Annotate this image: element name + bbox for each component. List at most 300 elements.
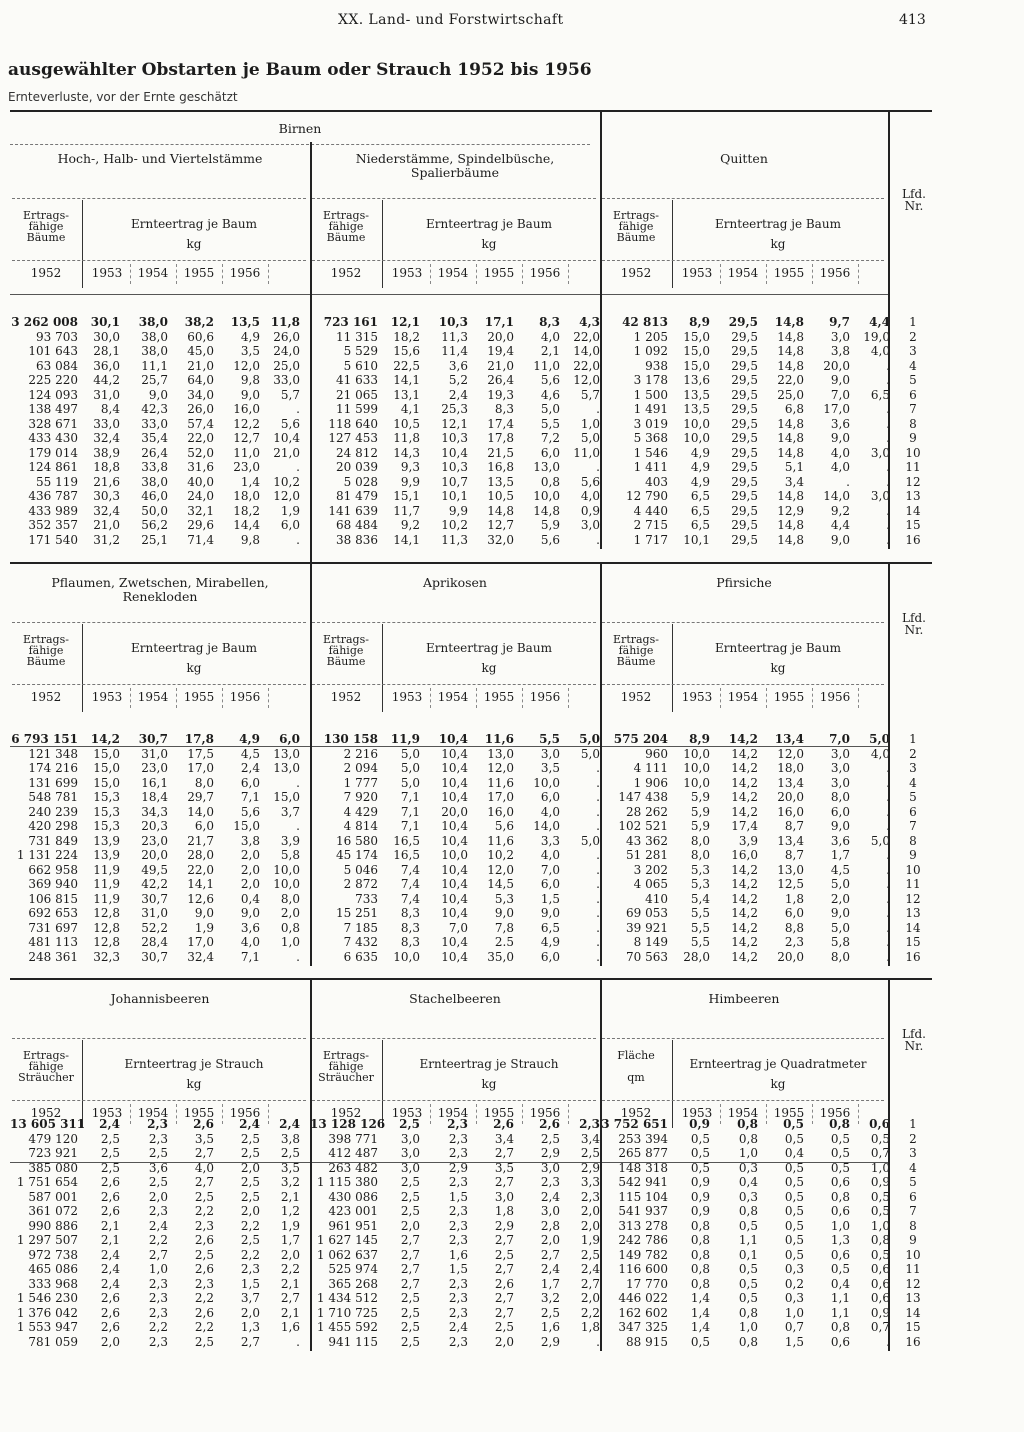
count-cell: 242 786 [618,1233,668,1247]
yield-cell: 2,7 [494,1233,514,1247]
yield-cell: . [886,518,890,532]
yield-cell: 1,5 [784,1334,804,1349]
yield-cell: . [886,532,890,547]
count-cell: 5 368 [633,431,668,445]
yield-cell: . [596,862,600,877]
group-name-rule [312,198,596,199]
yield-cell: 2,5 [540,1131,560,1146]
yield-cell: 2,3 [448,1334,468,1349]
lfd-number: 5 [909,790,917,804]
yield-cell: 2,0 [240,1160,260,1175]
yield-cell: 3,0 [540,746,560,761]
yield-cell: 1,6 [448,1247,468,1262]
yield-cell: 52,0 [187,445,214,460]
yield-cell: 2,3 [194,1218,214,1233]
yield-cell: 20,0 [823,358,850,373]
year-column-divider [522,264,523,284]
yield-cell: 29,5 [731,460,758,474]
yield-cell: 6,0 [540,790,560,804]
yield-cell: 4,0 [870,746,890,761]
yield-cell: 0,9 [690,1189,710,1204]
year-rule [12,1100,306,1101]
yield-cell: 29,5 [731,344,758,358]
yield-cell: 14,8 [777,518,804,532]
yield-cell: 2,4 [580,1262,600,1276]
yield-cell: 1,5 [540,891,560,906]
yield-cell: 6,5 [540,920,560,935]
lfd-number: 15 [905,935,921,949]
yield-cell: 5,3 [690,877,710,891]
yield-cell: 32,0 [487,532,514,547]
yield-cell: 2,0 [240,1305,260,1320]
lfd-number: 15 [905,518,921,532]
count-column-divider [382,1040,383,1128]
yield-cell: 2,3 [148,1276,168,1291]
yield-cell: . [596,775,600,790]
yield-cell: . [886,906,890,920]
count-cell: 1 627 145 [316,1233,378,1247]
year-header: 1953 [91,1106,123,1120]
yield-cell: 3,0 [870,445,890,460]
yield-cell: 14,8 [777,489,804,503]
lfd-number: 11 [905,877,921,891]
count-cell: 352 357 [28,518,78,532]
yield-cell: 21,0 [273,445,300,460]
group-name-rule [602,622,884,623]
yield-cell: 14,5 [487,877,514,891]
yield-cell: 2,3 [240,1262,260,1276]
yield-cell: 29,5 [731,431,758,445]
yield-cell: 11,8 [393,431,420,445]
count-cell: 541 937 [618,1204,668,1218]
yield-cell: 2.5 [494,935,514,949]
yield-cell: 26,0 [273,329,300,344]
lfd-number: 10 [905,862,921,877]
yield-cell: 14,8 [777,445,804,460]
yield-cell: 0,4 [830,1276,850,1291]
year-header: 1952 [30,690,62,704]
yield-cell: 2,4 [448,1320,468,1334]
yield-cell: 3,4 [494,1131,514,1146]
count-cell: 446 022 [618,1291,668,1305]
table-section [10,562,932,970]
yield-cell: 20,0 [141,848,168,862]
yield-cell: . [886,790,890,804]
yield-cell: 2,5 [400,1291,420,1305]
yield-cell: 2,1 [100,1218,120,1233]
count-cell: 8 149 [633,935,668,949]
yield-cell: 2,3 [194,1276,214,1291]
count-cell: 731 697 [28,920,78,935]
yield-cell: 2,3 [448,1305,468,1320]
year-header: 1953 [681,690,713,704]
yield-cell: 5,9 [690,819,710,833]
lfd-number: 7 [909,402,917,416]
yield-cell: 5,0 [400,746,420,761]
yield-cell: 14,2 [731,746,758,761]
yield-cell: 14,4 [233,518,260,532]
yield-cell: 26,4 [141,445,168,460]
count-cell: 3 019 [633,416,668,431]
yield-cell: 14,3 [393,445,420,460]
yield-cell: 2,7 [494,1146,514,1160]
yield-cell: 24,0 [273,344,300,358]
yield-cell: 17,5 [187,746,214,761]
yield-cell: 3,6 [830,416,850,431]
yield-cell: 1,1 [830,1305,850,1320]
yield-cell: 14,2 [731,804,758,819]
yield-cell: 1,4 [690,1305,710,1320]
yield-cell: 2,5 [240,1131,260,1146]
count-cell: 433 989 [28,503,78,518]
lfd-number: 5 [909,373,917,387]
count-cell: 13 128 126 [310,1117,386,1131]
yield-cell: 0,5 [784,1175,804,1189]
yield-cell: . [886,373,890,387]
yield-cell: 2,0 [580,1291,600,1305]
yield-cell: 19,0 [863,329,890,344]
lfd-number: 11 [905,460,921,474]
count-cell: 410 [645,891,668,906]
yield-cell: 4,0 [194,1160,214,1175]
count-cell: 16 580 [336,833,378,848]
yield-cell: 14,1 [187,877,214,891]
yield-cell: 2,5 [148,1175,168,1189]
yield-cell: 5,0 [870,833,890,848]
yield-cell: 2,5 [240,1146,260,1160]
yield-cell: 2,0 [148,1189,168,1204]
yield-cell: 2,3 [448,1131,468,1146]
lfd-number: 10 [905,1247,921,1262]
yield-cell: 0,5 [690,1334,710,1349]
yield-cell: 2,6 [194,1305,214,1320]
yield-cell: 15,1 [393,489,420,503]
yield-cell: 23,0 [141,761,168,775]
count-cell: 1 553 947 [16,1320,78,1334]
yield-cell: 2,4 [448,387,468,402]
year-header: 1956 [529,690,561,704]
lfd-number: 5 [909,1175,917,1189]
yield-cell: 9,0 [830,906,850,920]
yield-cell: 4,0 [830,460,850,474]
yield-cell: 21,0 [187,358,214,373]
yield-cell: 1,9 [280,1218,300,1233]
group-name-rule [12,1038,306,1039]
yield-cell: 5,0 [830,877,850,891]
lfd-number: 14 [905,920,921,935]
yield-cell: 22,0 [573,358,600,373]
yield-cell: 13,0 [777,862,804,877]
yield-cell: 5,0 [580,746,600,761]
yield-cell: 2,0 [580,1218,600,1233]
unit-label: kg [186,661,202,675]
yield-cell: 2,1 [540,344,560,358]
yield-cell: 2,5 [494,1247,514,1262]
lfd-number: 11 [905,1262,921,1276]
lfd-number: 13 [905,1291,921,1305]
year-header: 1952 [330,266,362,280]
yield-cell: 20,3 [141,819,168,833]
yield-cell: 1,0 [830,1218,850,1233]
count-cell: 4 065 [633,877,668,891]
yield-cell: 20,0 [777,790,804,804]
count-cell: 1 062 637 [316,1247,378,1262]
yield-cell: 13,6 [683,373,710,387]
yield-label: Ernteertrag je Quadratmeter [689,1057,867,1071]
yield-cell: 44,2 [93,373,120,387]
yield-cell: 32,4 [187,949,214,964]
yield-cell: . [596,804,600,819]
yield-cell: 22,0 [777,373,804,387]
yield-cell: 38,2 [184,315,214,329]
yield-cell: 5,8 [280,848,300,862]
count-cell: 106 815 [28,891,78,906]
yield-cell: 2,7 [580,1276,600,1291]
yield-cell: 2,0 [280,906,300,920]
yield-cell: 4,4 [830,518,850,532]
yield-cell: 32,3 [93,949,120,964]
yield-cell: 5,0 [579,732,600,746]
yield-cell: 34,0 [187,387,214,402]
yield-cell: 0,8 [738,1204,758,1218]
count-cell: 248 361 [28,949,78,964]
lfd-label: Lfd. Nr. [902,611,926,637]
lfd-number: 10 [905,445,921,460]
yield-cell: 1,4 [690,1320,710,1334]
yield-cell: 14,2 [731,877,758,891]
year-column-divider [222,688,223,708]
yield-cell: 11,9 [93,862,120,877]
count-cell: 265 877 [618,1146,668,1160]
yield-cell: 3,6 [448,358,468,373]
yield-cell: 2,1 [100,1233,120,1247]
section-top-rule [10,110,932,112]
count-cell: 6 635 [343,949,378,964]
count-column-label: Ertrags- fähige Sträucher [318,1049,374,1084]
lfd-number: 8 [909,416,917,431]
yield-cell: 29,5 [731,518,758,532]
yield-cell: 2,0 [830,891,850,906]
yield-cell: 4,9 [240,329,260,344]
count-cell: 88 915 [626,1334,668,1349]
year-header: 1953 [681,266,713,280]
count-cell: 179 014 [28,445,78,460]
yield-cell: 4,9 [690,445,710,460]
count-cell: 102 521 [618,819,668,833]
yield-cell: 11,3 [441,532,468,547]
yield-cell: 4,1 [400,402,420,416]
lfd-number: 1 [909,315,917,329]
header-bottom-rule [10,294,888,295]
yield-cell: 3,6 [830,833,850,848]
count-cell: 1 751 654 [16,1175,78,1189]
yield-cell: 0,4 [784,1146,804,1160]
yield-cell: 3,5 [280,1160,300,1175]
yield-cell: . [596,1334,600,1349]
group-name: Himbeeren [708,991,780,1006]
count-cell: 12 790 [626,489,668,503]
year-header: 1956 [229,266,261,280]
yield-cell: 30,7 [138,732,168,746]
yield-cell: 2,0 [100,1334,120,1349]
yield-cell: 3,0 [830,329,850,344]
year-header: 1952 [620,690,652,704]
yield-cell: 2,3 [148,1204,168,1218]
yield-cell: 16,0 [777,804,804,819]
yield-cell: 21,6 [93,474,120,489]
yield-cell: 3,4 [580,1131,600,1146]
yield-cell: 17,4 [487,416,514,431]
yield-cell: 5,4 [690,891,710,906]
year-column-divider [720,264,721,284]
count-cell: 1 131 224 [16,848,78,862]
yield-cell: 31,6 [187,460,214,474]
yield-cell: 56,2 [141,518,168,532]
lfd-number: 9 [909,848,917,862]
yield-cell: 5,7 [580,387,600,402]
yield-cell: . [296,402,300,416]
yield-cell: 11,0 [533,358,560,373]
yield-cell: 2,0 [400,1218,420,1233]
yield-cell: 2,0 [540,1233,560,1247]
lfd-number: 16 [905,532,921,547]
unit-label: kg [481,1077,497,1091]
yield-cell: 2,4 [279,1117,300,1131]
yield-cell: 10,4 [441,935,468,949]
yield-cell: 8,0 [690,848,710,862]
yield-cell: 18,4 [141,790,168,804]
yield-cell: . [886,358,890,373]
yield-cell: 3,2 [280,1175,300,1189]
count-cell: 575 204 [613,732,668,746]
yield-cell: 2,4 [99,1117,120,1131]
yield-cell: 0,7 [870,1320,890,1334]
count-cell: 1 297 507 [16,1233,78,1247]
yield-cell: . [596,906,600,920]
count-column-label: Ertrags- fähige Bäume [323,633,369,668]
yield-cell: 25,0 [273,358,300,373]
count-cell: 990 886 [28,1218,78,1233]
yield-cell: 3,8 [280,1131,300,1146]
yield-cell: 10,4 [441,761,468,775]
yield-cell: 12,1 [441,416,468,431]
count-cell: 68 484 [336,518,378,532]
yield-cell: 8,4 [100,402,120,416]
yield-cell: 14,8 [487,503,514,518]
yield-cell: 10,4 [273,431,300,445]
count-cell: 141 639 [328,503,378,518]
year-rule [602,1100,884,1101]
yield-cell: 0,5 [784,1218,804,1233]
yield-cell: 8,9 [689,315,710,329]
yield-cell: 0,5 [830,1146,850,1160]
yield-cell: 24,0 [187,489,214,503]
yield-cell: 5,8 [830,935,850,949]
yield-cell: 1,5 [448,1189,468,1204]
yield-cell: 1,5 [240,1276,260,1291]
count-cell: 55 119 [36,474,78,489]
yield-cell: 2,7 [240,1334,260,1349]
yield-cell: 2,3 [148,1291,168,1305]
yield-cell: 0,5 [830,1160,850,1175]
yield-cell: 10,4 [441,862,468,877]
count-cell: 127 453 [328,431,378,445]
yield-cell: 6,0 [280,518,300,532]
yield-cell: 2,3 [580,1189,600,1204]
yield-cell: 28,4 [141,935,168,949]
count-cell: 115 104 [618,1189,668,1204]
yield-cell: 2,5 [400,1334,420,1349]
yield-cell: 12,0 [573,373,600,387]
count-column-divider [672,1040,673,1128]
yield-cell: 7,4 [400,877,420,891]
yield-cell: 8,3 [400,906,420,920]
yield-cell: 71,4 [187,532,214,547]
lfd-number: 3 [909,344,917,358]
yield-cell: 10,1 [683,532,710,547]
yield-label: Ernteertrag je Baum [426,641,552,655]
yield-cell: 0,8 [738,1131,758,1146]
yield-cell: 13,5 [230,315,260,329]
yield-cell: 15,3 [93,819,120,833]
yield-cell: 1,3 [830,1233,850,1247]
yield-cell: 3,5 [194,1131,214,1146]
yield-cell: 2,5 [580,1146,600,1160]
count-cell: 960 [645,746,668,761]
yield-cell: 1,7 [540,1276,560,1291]
yield-cell: . [886,935,890,949]
yield-cell: 13,9 [93,848,120,862]
yield-cell: 12,6 [187,891,214,906]
yield-cell: 14,8 [777,416,804,431]
yield-cell: 2,6 [539,1117,560,1131]
count-cell: 93 703 [36,329,78,344]
yield-cell: 2,5 [399,1117,420,1131]
year-header: 1952 [620,266,652,280]
yield-cell: 38,9 [93,445,120,460]
yield-cell: 10,4 [441,877,468,891]
yield-cell: 0,8 [690,1247,710,1262]
yield-cell: . [886,761,890,775]
yield-cell: 10,4 [441,790,468,804]
section-top-rule [10,978,932,980]
yield-cell: 7,4 [400,862,420,877]
yield-cell: 17,0 [823,402,850,416]
count-cell: 171 540 [28,532,78,547]
year-header: 1956 [819,690,851,704]
count-cell: 587 001 [28,1189,78,1204]
lfd-number: 15 [905,1320,921,1334]
yield-cell: 3,0 [580,518,600,532]
yield-cell: 2,1 [280,1305,300,1320]
yield-cell: 26,0 [187,402,214,416]
year-column-divider [522,688,523,708]
yield-cell: 9,0 [830,532,850,547]
year-column-divider [812,688,813,708]
year-rule [12,260,306,261]
count-cell: 15 251 [336,906,378,920]
lfd-number: 8 [909,1218,917,1233]
yield-cell: 1,1 [738,1233,758,1247]
year-header: 1955 [183,1106,215,1120]
yield-cell: 9,7 [829,315,850,329]
yield-cell: 10,2 [273,474,300,489]
yield-cell: 11,9 [390,732,420,746]
count-cell: 4 429 [343,804,378,819]
yield-cell: 0,6 [830,1175,850,1189]
yield-cell: 0,8 [690,1262,710,1276]
yield-cell: 2,6 [193,1117,214,1131]
